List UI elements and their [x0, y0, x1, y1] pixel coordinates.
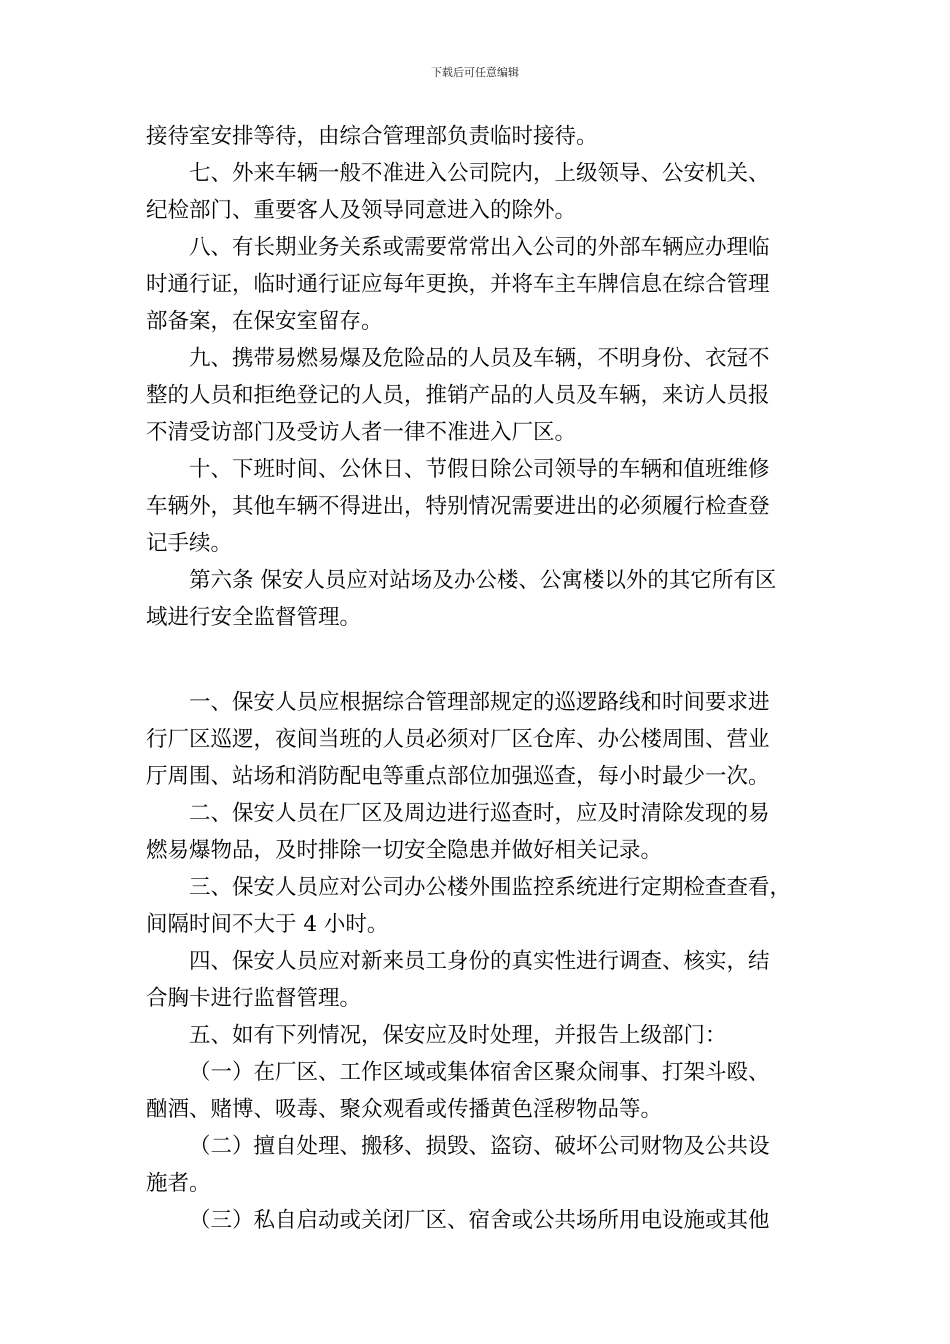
text-line: 行厂区巡逻，夜间当班的人员必须对厂区仓库、办公楼周围、营业	[146, 727, 770, 752]
text-line: 九、携带易燃易爆及危险品的人员及车辆，不明身份、衣冠不	[189, 346, 770, 371]
text-line: 部备案，在保安室留存。	[146, 309, 383, 334]
text-line: （三）私自启动或关闭厂区、宿舍或公共场所用电设施或其他	[189, 1208, 770, 1233]
text-line: （二）擅自处理、搬移、损毁、盗窃、破坏公司财物及公共设	[189, 1134, 770, 1159]
text-line: 记手续。	[146, 531, 233, 556]
text-line: 燃易爆物品，及时排除一切安全隐患并做好相关记录。	[146, 838, 663, 863]
text-line: 纪检部门、重要客人及领导同意进入的除外。	[146, 198, 577, 223]
text-line: 五、如有下列情况，保安应及时处理，并报告上级部门：	[189, 1023, 727, 1048]
text-line: 时通行证，临时通行证应每年更换，并将车主车牌信息在综合管理	[146, 272, 770, 297]
blank-line	[146, 636, 822, 684]
text-line: 施者。	[146, 1171, 211, 1196]
text-line: 一、保安人员应根据综合管理部规定的巡逻路线和时间要求进	[189, 690, 770, 715]
text-line: 域进行安全监督管理。	[146, 605, 362, 630]
text-line: 整的人员和拒绝登记的人员，推销产品的人员及车辆，来访人员报	[146, 383, 770, 408]
text-line: 三、保安人员应对公司办公楼外围监控系统进行定期检查查看，	[189, 875, 792, 900]
text-line: （一）在厂区、工作区域或集体宿舍区聚众闹事、打架斗殴、	[189, 1060, 770, 1085]
text-line: 接待室安排等待，由综合管理部负责临时接待。	[146, 124, 598, 149]
text-line: 十、下班时间、公休日、节假日除公司领导的车辆和值班维修	[189, 457, 770, 482]
text-line: 八、有长期业务关系或需要常常出入公司的外部车辆应办理临	[189, 235, 770, 260]
page-header: 下载后可任意编辑	[431, 66, 519, 79]
document-body	[146, 118, 822, 1239]
text-line: 间隔时间不大于 4 小时。	[146, 912, 389, 937]
text-line: 七、外来车辆一般不准进入公司院内，上级领导、公安机关、	[189, 161, 770, 186]
text-line: 厅周围、站场和消防配电等重点部位加强巡查，每小时最少一次。	[146, 764, 770, 789]
text-line: 四、保安人员应对新来员工身份的真实性进行调查、核实，结	[189, 949, 770, 974]
text-line: 车辆外，其他车辆不得进出，特别情况需要进出的必须履行检查登	[146, 494, 770, 519]
text-line: 第六条 保安人员应对站场及办公楼、公寓楼以外的其它所有区	[189, 568, 777, 593]
text-line: 二、保安人员在厂区及周边进行巡查时，应及时清除发现的易	[189, 801, 770, 826]
text-line: 酗酒、赌博、吸毒、聚众观看或传播黄色淫秽物品等。	[146, 1097, 663, 1122]
text-line: 合胸卡进行监督管理。	[146, 986, 362, 1011]
text-line: 不清受访部门及受访人者一律不准进入厂区。	[146, 420, 577, 445]
